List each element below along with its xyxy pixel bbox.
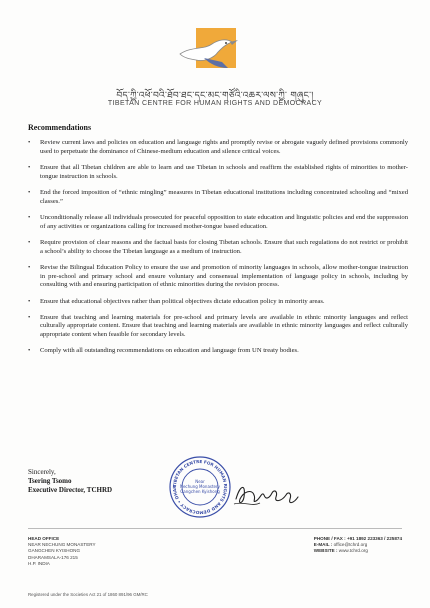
- stamp-center-line: Nechung Monastery: [179, 484, 221, 489]
- org-name-tibetan: བོད་ཀྱི་འཕོ་བའི་ཐོབ་ཐང་དང་མང་གཙོའི་འཆར་ལས་ཀྱི་ གཞུང་།: [116, 91, 314, 101]
- list-item: • Revise the Bilingual Education Policy to ensure the use and promotion of minority languages in schools, allow mother-tongue instruction in pre-school and primary school and ensure voluntary and consensual implementation of language policy in schools, including by consulting with and ensuring participation of ethnic minorities during the revision process.: [28, 263, 408, 289]
- bullet-icon: •: [28, 163, 31, 171]
- website-label: WEBSITE :: [313, 548, 338, 554]
- footer-divider: [28, 528, 402, 529]
- email-link[interactable]: office@tchrd.org: [333, 542, 368, 548]
- org-name: TIBETAN CENTRE FOR HUMAN RIGHTS AND DEMOCRACY: [107, 100, 323, 107]
- list-item: • Review current laws and policies on education and language rights and promptly revise or abrogate vaguely defined provisions commonly used to perpetuate the dominance of Chinese-medium education and silence critical voices.: [28, 139, 408, 155]
- bullet-icon: •: [28, 238, 31, 246]
- address-line: NEAR NECHUNG MONASTERY: [28, 542, 96, 548]
- recommendations-heading: Recommendations: [28, 123, 92, 132]
- list-item: • Ensure that teaching and learning materials for pre-school and primary levels are available in ethnic minority languages and reflect culturally appropriate content. Ensure that teaching and learning materials are available in ethnic minority languages and reflect culturally appropriate content when feasible for secondary levels.: [28, 313, 408, 339]
- website-link[interactable]: www.tchrd.org: [338, 548, 368, 554]
- signature-block: [28, 468, 112, 495]
- list-item: • Ensure that all Tibetan children are able to learn and use Tibetan in schools and reaffirm the established rights of minorities to mother-tongue instruction in schools.: [28, 163, 408, 180]
- signatory-title: Executive Director, TCHRD: [28, 486, 113, 494]
- stamp-center-line: Near: [195, 479, 205, 484]
- signatory-name: Tsering Tsomo: [28, 477, 72, 485]
- organization-stamp-icon: [168, 455, 232, 519]
- stamp-ring-text: TIBETAN CENTRE FOR HUMAN RIGHTS AND DEMOCRACY • DHAR: [171, 458, 229, 516]
- address-line: GANGCHEN KYISHONG: [28, 548, 81, 554]
- dove-logo-icon: [174, 28, 252, 78]
- list-item: • Ensure that educational objectives rather than political objectives dictate education policy in minority areas.: [28, 297, 325, 305]
- recommendations-list: [28, 139, 408, 364]
- footer-contact: [314, 536, 402, 555]
- bullet-icon: •: [28, 347, 31, 355]
- bullet-icon: •: [28, 213, 31, 221]
- bullet-icon: •: [28, 263, 31, 271]
- address-line: DHARAMSALA-176 215: [28, 554, 78, 560]
- registration-note: Registered under the Societies Act 21 of 1860 891/96 GM/RC: [28, 592, 148, 597]
- list-item: • Require provision of clear reasons and the factual basis for closing Tibetan schools. Ensure that such regulations do not restrict or prohibit a school’s ability to choose the Tibetan language as a medium of instruction.: [28, 238, 408, 255]
- phone-fax: PHONE / FAX : +91 1892 223363 / 225874: [313, 536, 402, 541]
- bullet-icon: •: [28, 297, 31, 305]
- bullet-icon: •: [28, 139, 31, 146]
- bullet-icon: •: [28, 313, 31, 321]
- stamp-center-line: Gangchen Kyishong: [180, 489, 220, 494]
- closing-text: Sincerely,: [28, 468, 56, 476]
- email-label: E-MAIL :: [313, 542, 333, 548]
- handwritten-signature-icon: [232, 477, 302, 511]
- bullet-icon: •: [28, 188, 31, 196]
- list-item: • End the forced imposition of “ethnic mingling” measures in Tibetan educational institutions including concentrated schooling and “mixed classes.”: [28, 188, 408, 205]
- head-office-label: HEAD OFFICE: [28, 536, 60, 541]
- footer-address: [28, 536, 96, 567]
- list-item: • Unconditionally release all individuals prosecuted for peaceful opposition to state education and linguistic policies and end the suppression of any activities or organizations calling for increased mother-tongue based education.: [28, 213, 408, 230]
- address-line: H.P. INDIA: [28, 560, 50, 566]
- list-item: • Comply with all outstanding recommendations on education and language from UN treaty bodies.: [28, 347, 299, 355]
